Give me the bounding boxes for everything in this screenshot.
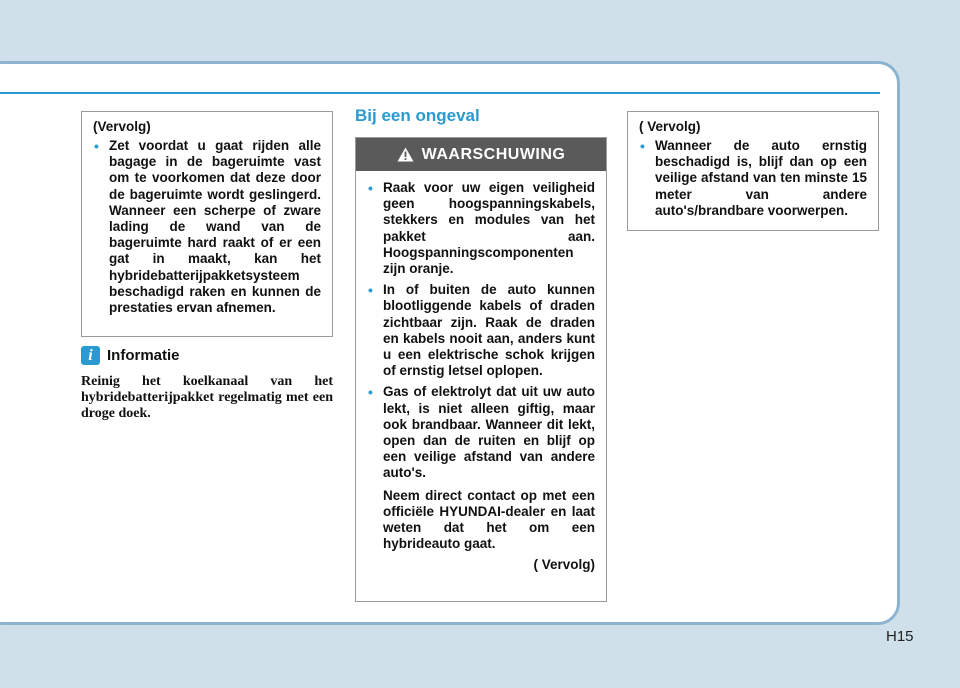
warning-paragraph: Neem direct contact op met een officiële HYUNDAI-dealer en laat weten dat het om een hybrideauto gaat. bbox=[383, 487, 595, 552]
warning-header bbox=[356, 138, 606, 171]
bullet-icon: • bbox=[368, 282, 373, 299]
info-icon: i bbox=[81, 346, 100, 365]
list-item bbox=[639, 138, 867, 219]
warning-title: WAARSCHUWING bbox=[421, 145, 566, 163]
item-text: In of buiten de auto kunnen blootliggende kabels of draden zichtbaar zijn. Raak de draden en kabels nooit aan, anders kunt u een elektrische schok krijgen of ernstig letsel oplopen. bbox=[383, 282, 595, 379]
header-rule bbox=[0, 92, 880, 94]
list-item bbox=[93, 138, 321, 316]
continued-label: ( Vervolg) bbox=[533, 557, 595, 573]
warning-triangle-icon bbox=[397, 147, 414, 162]
info-heading bbox=[81, 346, 180, 365]
info-text: Reinig het koelkanaal van het hybridebatterijpakket regelmatig met een droge doek. bbox=[81, 374, 333, 421]
page-number: H15 bbox=[886, 628, 914, 645]
bullet-icon: • bbox=[640, 138, 645, 154]
continued-label: (Vervolg) bbox=[93, 119, 151, 134]
warning-box bbox=[355, 137, 607, 602]
list-item bbox=[367, 180, 595, 277]
bullet-icon: • bbox=[368, 384, 373, 401]
right-continued-box bbox=[627, 111, 879, 231]
list-item bbox=[367, 282, 595, 379]
item-text: Zet voordat u gaat rijden alle bagage in de bageruimte vast om te voorkomen dat deze door de bageruimte wordt geslingerd. Wanneer een scherpe of zware lading de wand van de bageruimte hard raakt of er een gat in maakt, kan het hybridebatterijpakketsysteem beschadigd raken en kunnen de prestaties ervan afnemen. bbox=[109, 138, 321, 316]
item-text: Wanneer de auto ernstig beschadigd is, blijf dan op een veilige afstand van ten minste 15 meter van andere auto's/brandbare voorwerpen. bbox=[655, 138, 867, 218]
continued-label: ( Vervolg) bbox=[639, 119, 701, 134]
item-text: Gas of elektrolyt dat uit uw auto lekt, is niet alleen giftig, maar ook brandbaar. Wanneer dit lekt, open dan de ruiten en blijf op een veilige afstand van andere auto's. bbox=[383, 384, 595, 481]
bullet-icon: • bbox=[368, 180, 373, 196]
section-title: Bij een ongeval bbox=[355, 106, 480, 125]
list-item bbox=[367, 384, 595, 481]
item-text: Raak voor uw eigen veiligheid geen hoogspanningskabels, stekkers en modules van het pakket aan. Hoogspanningscomponenten zijn oranje. bbox=[383, 180, 595, 277]
bullet-icon: • bbox=[94, 138, 99, 154]
info-title: Informatie bbox=[107, 347, 180, 364]
left-continued-box bbox=[81, 111, 333, 337]
